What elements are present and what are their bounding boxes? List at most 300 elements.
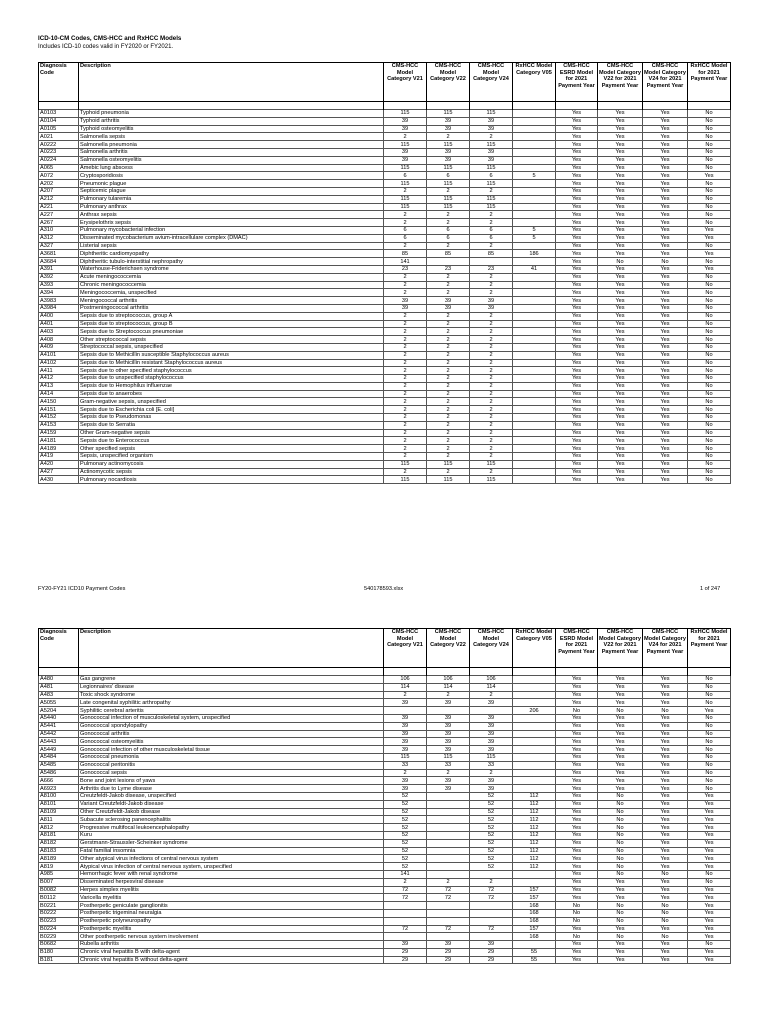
value-cell: 2 xyxy=(470,453,513,461)
value-cell xyxy=(513,468,556,476)
value-cell: No xyxy=(598,808,643,816)
value-cell: Yes xyxy=(643,172,688,180)
value-cell: Yes xyxy=(556,714,598,722)
document-subtitle: Includes ICD-10 codes valid in FY2020 or FY2021. xyxy=(38,44,174,50)
value-cell: No xyxy=(688,445,731,453)
value-cell: 2 xyxy=(427,211,470,219)
value-cell: Yes xyxy=(598,382,643,390)
diagnosis-code-cell: A481 xyxy=(39,683,79,691)
value-cell: No xyxy=(688,769,731,777)
diagnosis-code-cell: A403 xyxy=(39,328,79,336)
value-cell: No xyxy=(598,847,643,855)
diagnosis-code-cell: A409 xyxy=(39,343,79,351)
value-cell: Yes xyxy=(643,141,688,149)
value-cell: Yes xyxy=(598,133,643,141)
value-cell: No xyxy=(688,258,731,266)
value-cell: 52 xyxy=(470,808,513,816)
value-cell xyxy=(384,909,427,917)
value-cell: No xyxy=(688,777,731,785)
value-cell: 2 xyxy=(384,343,427,351)
diagnosis-code-cell: A391 xyxy=(39,265,79,273)
diagnosis-code-cell: A327 xyxy=(39,242,79,250)
value-cell: 2 xyxy=(470,437,513,445)
value-cell: Yes xyxy=(556,831,598,839)
value-cell: Yes xyxy=(598,886,643,894)
value-cell xyxy=(513,777,556,785)
value-cell: No xyxy=(598,816,643,824)
value-cell: 52 xyxy=(470,816,513,824)
value-cell: 2 xyxy=(427,312,470,320)
table-row xyxy=(39,398,731,406)
value-cell: Yes xyxy=(643,863,688,871)
value-cell xyxy=(513,683,556,691)
value-cell: 72 xyxy=(470,894,513,902)
value-cell: Yes xyxy=(643,125,688,133)
value-cell: 52 xyxy=(384,816,427,824)
value-cell: Yes xyxy=(643,312,688,320)
diagnosis-code-cell: A427 xyxy=(39,468,79,476)
value-cell: Yes xyxy=(598,117,643,125)
description-cell: Sepsis due to Serratia xyxy=(79,421,384,429)
value-cell: Yes xyxy=(688,172,731,180)
diagnosis-code-cell: A021 xyxy=(39,133,79,141)
value-cell: Yes xyxy=(556,351,598,359)
value-cell: Yes xyxy=(556,195,598,203)
diagnosis-code-cell: A411 xyxy=(39,367,79,375)
value-cell: No xyxy=(688,242,731,250)
value-cell: 2 xyxy=(427,242,470,250)
value-cell xyxy=(513,141,556,149)
value-cell: No xyxy=(688,297,731,305)
value-cell: Yes xyxy=(598,375,643,383)
value-cell: 39 xyxy=(384,777,427,785)
value-cell: Yes xyxy=(598,273,643,281)
value-cell: 2 xyxy=(470,343,513,351)
value-cell: Yes xyxy=(598,359,643,367)
value-cell: No xyxy=(598,909,643,917)
value-cell xyxy=(470,258,513,266)
description-cell: Atypical virus infection of central nervous system, unspecified xyxy=(79,863,384,871)
value-cell: 2 xyxy=(470,312,513,320)
value-cell: 39 xyxy=(470,722,513,730)
value-cell: 52 xyxy=(470,800,513,808)
value-cell: No xyxy=(688,343,731,351)
value-cell: 2 xyxy=(384,390,427,398)
value-cell: 2 xyxy=(384,336,427,344)
diagnosis-code-cell: B0222 xyxy=(39,909,79,917)
value-cell: 115 xyxy=(427,753,470,761)
value-cell: 39 xyxy=(384,714,427,722)
value-cell: Yes xyxy=(556,746,598,754)
value-cell xyxy=(513,769,556,777)
value-cell: Yes xyxy=(556,421,598,429)
value-cell: Yes xyxy=(556,375,598,383)
value-cell: 2 xyxy=(427,453,470,461)
value-cell: 2 xyxy=(384,328,427,336)
value-cell: Yes xyxy=(598,250,643,258)
value-cell: Yes xyxy=(643,808,688,816)
value-cell: Yes xyxy=(598,476,643,484)
value-cell: 52 xyxy=(470,792,513,800)
value-cell: 29 xyxy=(427,948,470,956)
diagnosis-code-cell: B180 xyxy=(39,948,79,956)
value-cell: 29 xyxy=(384,956,427,964)
description-cell: Gram-negative sepsis, unspecified xyxy=(79,398,384,406)
value-cell: 168 xyxy=(513,917,556,925)
diagnosis-code-cell: A5440 xyxy=(39,714,79,722)
value-cell xyxy=(470,870,513,878)
description-cell: Septicemic plague xyxy=(79,187,384,195)
value-cell: 2 xyxy=(427,328,470,336)
value-cell: Yes xyxy=(643,110,688,118)
value-cell: 115 xyxy=(384,164,427,172)
value-cell: Yes xyxy=(643,730,688,738)
description-cell: Sepsis due to Pseudomonas xyxy=(79,414,384,422)
diagnosis-code-cell: A8182 xyxy=(39,839,79,847)
value-cell: Yes xyxy=(598,468,643,476)
table-row xyxy=(39,878,731,886)
value-cell: 39 xyxy=(470,785,513,793)
value-cell: Yes xyxy=(598,421,643,429)
value-cell: Yes xyxy=(556,808,598,816)
description-cell: Pulmonary tularemia xyxy=(79,195,384,203)
value-cell: 2 xyxy=(384,375,427,383)
value-cell: 39 xyxy=(427,722,470,730)
table-row xyxy=(39,683,731,691)
description-cell: Rubella arthritis xyxy=(79,941,384,949)
description-cell: Gonococcal peritonitis xyxy=(79,761,384,769)
value-cell: 39 xyxy=(384,156,427,164)
value-cell: Yes xyxy=(556,941,598,949)
value-cell: Yes xyxy=(643,453,688,461)
value-cell: 2 xyxy=(470,390,513,398)
value-cell: No xyxy=(688,187,731,195)
table-row xyxy=(39,250,731,258)
value-cell xyxy=(427,933,470,941)
value-cell: Yes xyxy=(556,242,598,250)
value-cell: 2 xyxy=(427,320,470,328)
value-cell: No xyxy=(643,933,688,941)
table-row xyxy=(39,328,731,336)
value-cell xyxy=(513,761,556,769)
value-cell: No xyxy=(688,714,731,722)
value-cell: Yes xyxy=(556,870,598,878)
value-cell: 39 xyxy=(470,156,513,164)
value-cell: Yes xyxy=(556,453,598,461)
value-cell xyxy=(513,180,556,188)
value-cell: Yes xyxy=(598,110,643,118)
diagnosis-code-cell: B0082 xyxy=(39,886,79,894)
value-cell: Yes xyxy=(643,792,688,800)
value-cell: Yes xyxy=(598,367,643,375)
table-row xyxy=(39,382,731,390)
value-cell xyxy=(513,941,556,949)
value-cell xyxy=(427,839,470,847)
value-cell: Yes xyxy=(556,769,598,777)
value-cell: 2 xyxy=(470,187,513,195)
description-cell: Other postherpetic nervous system involvement xyxy=(79,933,384,941)
table-row xyxy=(39,808,731,816)
value-cell xyxy=(427,707,470,715)
value-cell: 5 xyxy=(513,172,556,180)
table-row xyxy=(39,234,731,242)
value-cell: No xyxy=(598,800,643,808)
description-cell: Disseminated mycobacterium avium-intracellulare complex (DMAC) xyxy=(79,234,384,242)
diagnosis-code-cell: B0224 xyxy=(39,925,79,933)
diagnosis-code-cell: A8189 xyxy=(39,855,79,863)
table-row xyxy=(39,761,731,769)
value-cell: Yes xyxy=(643,714,688,722)
value-cell: 2 xyxy=(470,336,513,344)
value-cell: Yes xyxy=(688,925,731,933)
value-cell: 115 xyxy=(427,141,470,149)
diagnosis-code-cell: A819 xyxy=(39,863,79,871)
value-cell: 39 xyxy=(470,297,513,305)
diagnosis-code-cell: A4152 xyxy=(39,414,79,422)
value-cell: Yes xyxy=(556,265,598,273)
value-cell xyxy=(513,187,556,195)
value-cell: 2 xyxy=(384,878,427,886)
value-cell: No xyxy=(688,312,731,320)
value-cell xyxy=(513,359,556,367)
value-cell xyxy=(513,297,556,305)
value-cell: 2 xyxy=(384,414,427,422)
value-cell: 2 xyxy=(427,336,470,344)
diagnosis-code-cell: A5055 xyxy=(39,699,79,707)
value-cell: Yes xyxy=(598,878,643,886)
table-row xyxy=(39,351,731,359)
value-cell: Yes xyxy=(643,133,688,141)
table-row xyxy=(39,297,731,305)
value-cell: Yes xyxy=(643,250,688,258)
value-cell xyxy=(427,258,470,266)
value-cell: Yes xyxy=(556,289,598,297)
table-row xyxy=(39,343,731,351)
value-cell: No xyxy=(598,258,643,266)
description-cell: Meningococcemia, unspecified xyxy=(79,289,384,297)
diagnosis-code-cell: A6923 xyxy=(39,785,79,793)
value-cell: Yes xyxy=(598,414,643,422)
value-cell: No xyxy=(643,258,688,266)
value-cell: Yes xyxy=(643,187,688,195)
value-cell: 112 xyxy=(513,824,556,832)
value-cell: 112 xyxy=(513,816,556,824)
value-cell: Yes xyxy=(556,336,598,344)
value-cell: Yes xyxy=(598,676,643,684)
value-cell xyxy=(384,707,427,715)
value-cell: 2 xyxy=(427,133,470,141)
table-row xyxy=(39,676,731,684)
value-cell xyxy=(513,328,556,336)
value-cell: 2 xyxy=(427,382,470,390)
value-cell: Yes xyxy=(643,445,688,453)
value-cell xyxy=(513,156,556,164)
column-header: CMS-HCC ESRD Model for 2021 Payment Year xyxy=(556,629,598,668)
value-cell: No xyxy=(643,909,688,917)
value-cell: No xyxy=(598,831,643,839)
description-cell: Progressive multifocal leukoencephalopathy xyxy=(79,824,384,832)
value-cell: Yes xyxy=(556,476,598,484)
value-cell: 115 xyxy=(427,164,470,172)
value-cell: No xyxy=(688,691,731,699)
value-cell xyxy=(513,367,556,375)
description-cell: Amebic lung abscess xyxy=(79,164,384,172)
value-cell: 6 xyxy=(384,234,427,242)
table-row xyxy=(39,917,731,925)
value-cell: 141 xyxy=(384,258,427,266)
value-cell: 39 xyxy=(384,699,427,707)
diagnosis-code-cell: A812 xyxy=(39,824,79,832)
value-cell: No xyxy=(688,683,731,691)
value-cell: Yes xyxy=(556,258,598,266)
value-cell: Yes xyxy=(556,320,598,328)
description-cell: Pulmonary mycobacterial infection xyxy=(79,226,384,234)
table-row xyxy=(39,258,731,266)
value-cell: 72 xyxy=(427,894,470,902)
value-cell: Yes xyxy=(643,421,688,429)
value-cell: Yes xyxy=(598,445,643,453)
description-cell: Diphtheritic cardiomyopathy xyxy=(79,250,384,258)
table-row xyxy=(39,359,731,367)
description-cell: Waterhouse-Friderichsen syndrome xyxy=(79,265,384,273)
value-cell: No xyxy=(688,753,731,761)
value-cell: Yes xyxy=(556,956,598,964)
column-header: CMS-HCC Model Category V24 for 2021 Payment Year xyxy=(643,63,688,102)
value-cell: 72 xyxy=(384,894,427,902)
table-row xyxy=(39,304,731,312)
value-cell: 6 xyxy=(427,172,470,180)
value-cell: No xyxy=(643,902,688,910)
value-cell: 2 xyxy=(384,211,427,219)
description-cell: Salmonella arthritis xyxy=(79,148,384,156)
value-cell: 29 xyxy=(427,956,470,964)
value-cell: 2 xyxy=(427,359,470,367)
description-cell: Variant Creutzfeldt-Jakob disease xyxy=(79,800,384,808)
value-cell: 6 xyxy=(470,172,513,180)
description-cell: Erysipelothrix sepsis xyxy=(79,219,384,227)
description-cell: Other Creutzfeldt-Jakob disease xyxy=(79,808,384,816)
value-cell: No xyxy=(688,699,731,707)
value-cell: No xyxy=(598,917,643,925)
value-cell: 2 xyxy=(384,281,427,289)
value-cell: Yes xyxy=(643,234,688,242)
value-cell: 2 xyxy=(384,453,427,461)
value-cell: 115 xyxy=(470,164,513,172)
description-cell: Sepsis due to other specified staphylococcus xyxy=(79,367,384,375)
column-header: CMS-HCC Model Category V21 xyxy=(384,629,427,668)
value-cell xyxy=(513,460,556,468)
value-cell: 33 xyxy=(384,761,427,769)
value-cell: 115 xyxy=(427,203,470,211)
value-cell: 2 xyxy=(470,414,513,422)
value-cell: Yes xyxy=(688,234,731,242)
value-cell: No xyxy=(598,824,643,832)
value-cell: 2 xyxy=(427,351,470,359)
value-cell: 52 xyxy=(470,831,513,839)
column-header: RxHCC Model for 2021 Payment Year xyxy=(688,629,731,668)
diagnosis-code-cell: B0221 xyxy=(39,902,79,910)
value-cell: 39 xyxy=(427,125,470,133)
value-cell: 39 xyxy=(427,117,470,125)
value-cell xyxy=(513,453,556,461)
value-cell: 2 xyxy=(427,406,470,414)
value-cell: Yes xyxy=(643,429,688,437)
value-cell: No xyxy=(598,707,643,715)
column-header: CMS-HCC Model Category V24 xyxy=(470,629,513,668)
value-cell: 2 xyxy=(384,421,427,429)
value-cell: Yes xyxy=(643,375,688,383)
diagnosis-code-cell: A3681 xyxy=(39,250,79,258)
value-cell xyxy=(513,738,556,746)
description-cell: Postherpetic geniculate ganglionitis xyxy=(79,902,384,910)
description-cell: Sepsis due to Enterococcus xyxy=(79,437,384,445)
value-cell: 39 xyxy=(470,699,513,707)
column-header: Description xyxy=(79,629,384,668)
value-cell: 115 xyxy=(470,195,513,203)
value-cell: Yes xyxy=(556,180,598,188)
description-cell: Gonococcal spondylopathy xyxy=(79,722,384,730)
value-cell: Yes xyxy=(598,777,643,785)
description-cell: Gonococcal infection of musculoskeletal system, unspecified xyxy=(79,714,384,722)
value-cell: Yes xyxy=(598,312,643,320)
diagnosis-code-cell: A666 xyxy=(39,777,79,785)
value-cell: 2 xyxy=(470,219,513,227)
value-cell xyxy=(427,808,470,816)
value-cell: Yes xyxy=(598,187,643,195)
value-cell: Yes xyxy=(688,707,731,715)
value-cell: Yes xyxy=(688,816,731,824)
table-row xyxy=(39,265,731,273)
column-header: Description xyxy=(79,63,384,102)
diagnosis-code-cell: A5204 xyxy=(39,707,79,715)
value-cell: Yes xyxy=(556,676,598,684)
value-cell xyxy=(427,902,470,910)
value-cell: Yes xyxy=(598,242,643,250)
value-cell: No xyxy=(688,878,731,886)
value-cell: Yes xyxy=(556,133,598,141)
diagnosis-code-cell: A412 xyxy=(39,375,79,383)
value-cell: 2 xyxy=(384,312,427,320)
value-cell xyxy=(513,219,556,227)
value-cell: 2 xyxy=(427,445,470,453)
value-cell: Yes xyxy=(598,730,643,738)
value-cell: No xyxy=(688,156,731,164)
description-cell: Salmonella pneumonia xyxy=(79,141,384,149)
table-row xyxy=(39,141,731,149)
value-cell xyxy=(513,676,556,684)
diagnosis-code-cell: A4189 xyxy=(39,445,79,453)
value-cell: 2 xyxy=(470,289,513,297)
description-cell: Salmonella sepsis xyxy=(79,133,384,141)
value-cell: Yes xyxy=(643,941,688,949)
description-cell: Pulmonary actinomycosis xyxy=(79,460,384,468)
description-cell: Sepsis due to Methicillin resistant Staphylococcus aureus xyxy=(79,359,384,367)
value-cell: No xyxy=(688,437,731,445)
value-cell: 2 xyxy=(427,429,470,437)
value-cell: 2 xyxy=(384,429,427,437)
value-cell: Yes xyxy=(598,219,643,227)
value-cell: Yes xyxy=(556,250,598,258)
value-cell: No xyxy=(688,289,731,297)
value-cell: Yes xyxy=(598,691,643,699)
value-cell: Yes xyxy=(556,211,598,219)
value-cell: No xyxy=(688,468,731,476)
diagnosis-code-cell: A811 xyxy=(39,816,79,824)
diagnosis-code-cell: A227 xyxy=(39,211,79,219)
value-cell: Yes xyxy=(598,398,643,406)
table-row xyxy=(39,453,731,461)
value-cell: 2 xyxy=(470,421,513,429)
